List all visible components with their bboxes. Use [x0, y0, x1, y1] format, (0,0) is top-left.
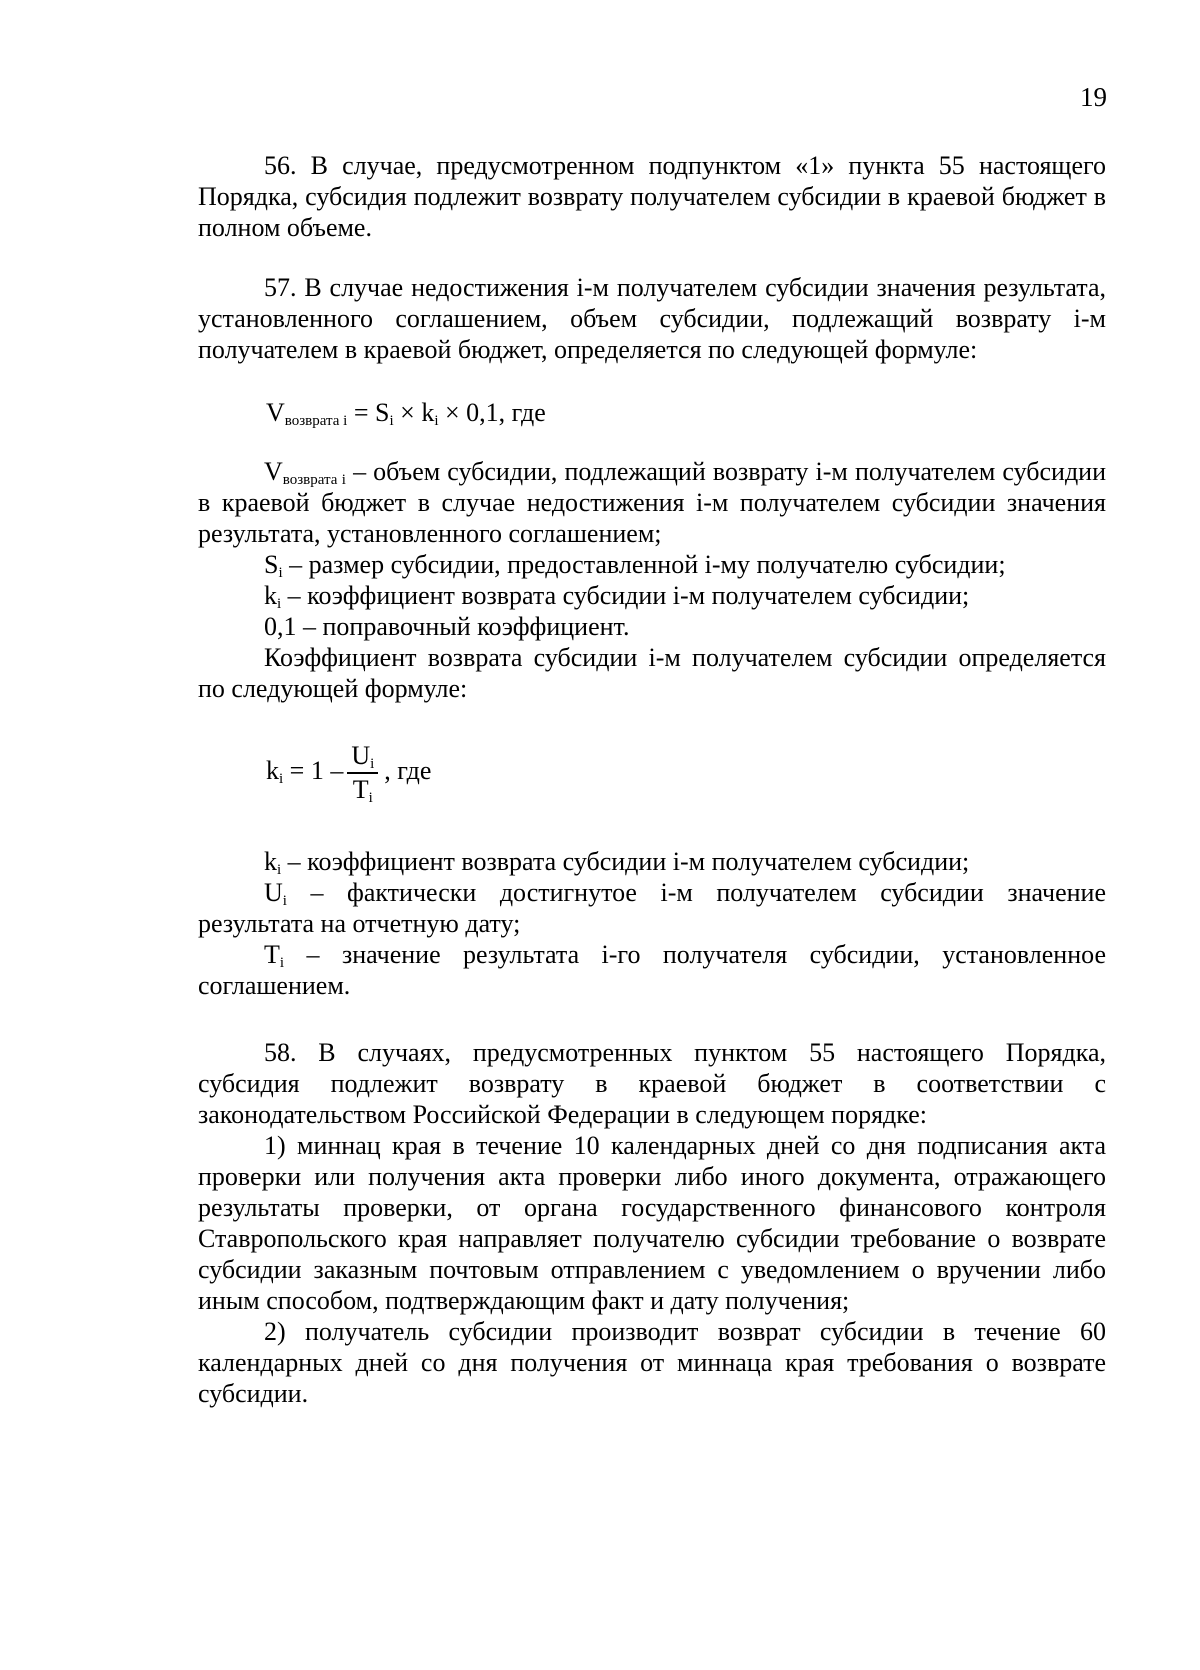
paragraph-58-item-2: 2) получатель субсидии производит возврат субсидии в течение 60 календарных дней со дня получения от миннаца края требования о возврате субсидии. [198, 1317, 1106, 1408]
definition-k-repeat: $k_i$ – коэффициент возврата субсидии i-м получателем субсидии; [264, 847, 970, 878]
definition-k: $k_i$ – коэффициент возврата субсидии i-м получателем субсидии; [264, 581, 970, 612]
formula-k: $k_i = 1$ – $\frac{U_i}{T_i}$ , где [266, 741, 432, 806]
paragraph-58-item-1: 1) миннац края в течение 10 календарных дней со дня подписания акта проверки или получения акта проверки либо иного документа, отражающего результаты проверки, от органа государственного финансового контроля Ставропольского края направляет получателю субсидии требование о возврате субсидии заказным почтовым отправлением с уведомлением о вручении либо иным способом, подтверждающим факт и дату получения; [198, 1131, 1106, 1315]
document-body [198, 150, 1106, 1409]
definition-correction: 0,1 – поправочный коэффициент. [264, 612, 630, 641]
fraction-u-over-t [347, 740, 378, 806]
page-number: 19 [1080, 82, 1107, 112]
definition-u: $U_i$ – фактически достигнутое i-м получателем субсидии значение результата на отчетную дату; [198, 878, 1106, 938]
fraction-numerator: $U_i$ [347, 740, 378, 774]
definition-t: $T_i$ – значение результата i-го получателя субсидии, установленное соглашением. [198, 940, 1106, 1000]
paragraph-56: 56. В случае, предусмотренном подпунктом «1» пункта 55 настоящего Порядка, субсидия подлежит возврату получателем субсидии в краевой бюджет в полном объеме. [198, 151, 1106, 242]
fraction-denominator: $T_i$ [352, 775, 373, 806]
paragraph-58: 58. В случаях, предусмотренных пунктом 55 настоящего Порядка, субсидия подлежит возврату в краевой бюджет в соответствии с законодательством Российской Федерации в следующем порядке: [198, 1038, 1106, 1129]
paragraph-57: 57. В случае недостижения i-м получателем субсидии значения результата, установленного соглашением, объем субсидии, подлежащий возврату i-м получателем в краевой бюджет, определяется по следующей формуле: [198, 273, 1106, 364]
definition-v-return: $V_{возврата i}$ – объем субсидии, подлежащий возврату i-м получателем субсидии в краевой бюджет в случае недостижения i-м получателем субсидии значения результата, установленного соглашением; [198, 457, 1106, 548]
formula-v-return: $V_{возврата i} = S_i \times k_i \times 0,1$, где [266, 398, 546, 429]
definition-s: $S_i$ – размер субсидии, предоставленной i-му получателю субсидии; [264, 550, 1006, 581]
paragraph-coefficient: Коэффициент возврата субсидии i-м получателем субсидии определяется по следующей формуле: [198, 643, 1106, 703]
